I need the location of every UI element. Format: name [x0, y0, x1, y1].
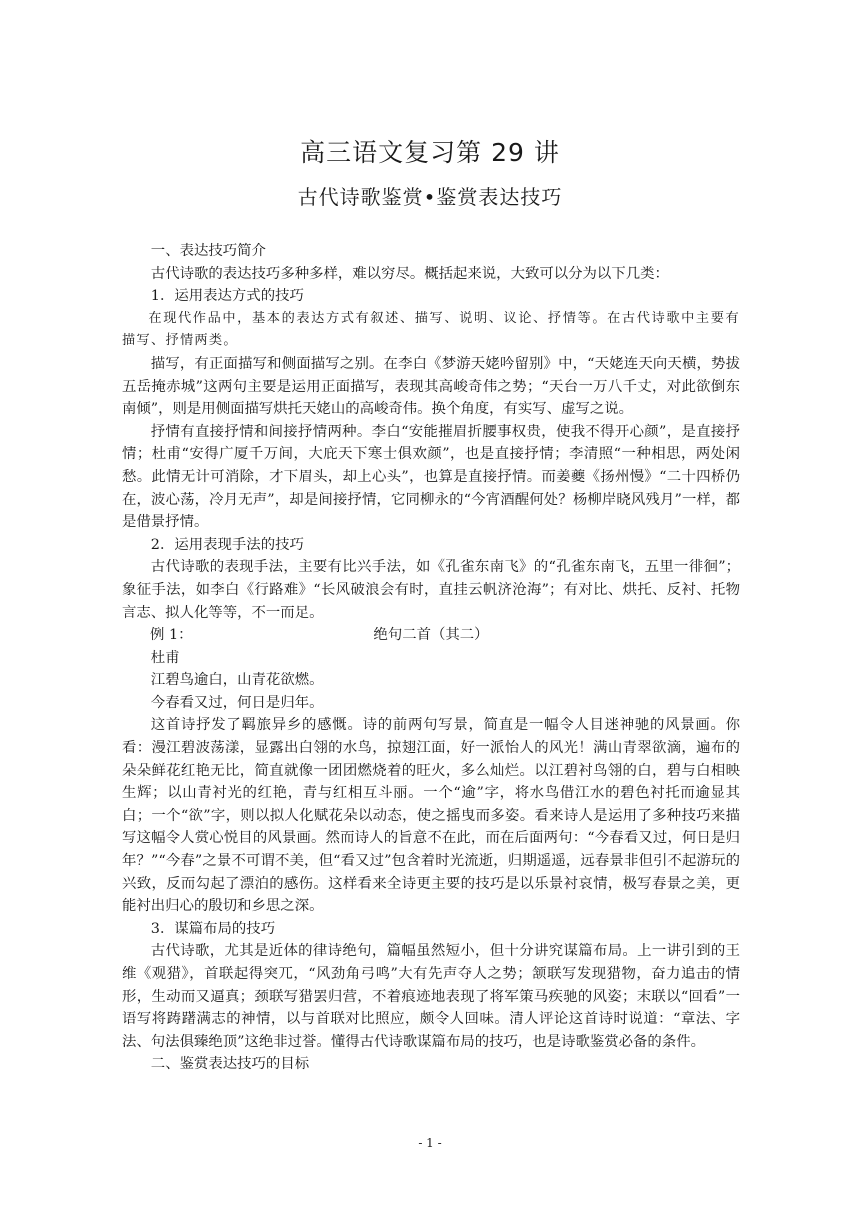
section-heading-2: 二、鉴赏表达技巧的目标 — [150, 1056, 310, 1073]
paragraph-intro: 古代诗歌的表达技巧多种多样，难以穷尽。概括起来说，大致可以分为以下几类： — [150, 265, 669, 282]
paragraph-expression-types: 在现代作品中，基本的表达方式有叙述、描写、说明、议论、抒情等。在古代诗歌中主要有描写、抒情两类。 — [122, 310, 740, 349]
poem-author: 杜甫 — [150, 649, 180, 666]
paragraph-description: 描写，有正面描写和侧面描写之别。在李白《梦游天姥吟留别》中，“天姥连天向天横，势拔五岳掩赤城”这两句主要是运用正面描写，表现其高峻奇伟之势；“天台一万八千丈，对此欲倒东南倾”，则是用侧面描写烘托天姥山的高峻奇伟。换个角度，有实写、虚写之说。 — [122, 355, 740, 418]
poem-title: 绝句二首（其二） — [373, 627, 489, 644]
paragraph-lyricism: 抒情有直接抒情和间接抒情两种。李白“安能摧眉折腰事权贵，使我不得开心颜”，是直接抒情；杜甫“安得广厦千万间，大庇天下寒士俱欢颜”，也是直接抒情；李清照“一种相思，两处闲愁。此情无计可消除，才下眉头，却上心头”，也算是直接抒情。而姜夔《扬州慢》“二十四桥仍在，波心荡，冷月无声”，却是间接抒情，它同柳永的“今宵酒醒何处？杨柳岸晓风残月”一样，都是借景抒情。 — [122, 423, 740, 531]
paragraph-poem-analysis: 这首诗抒发了羁旅异乡的感慨。诗的前两句写景，简直是一幅令人目迷神驰的风景画。你看：漫江碧波荡漾，显露出白翎的水鸟，掠翅江面，好一派怡人的风光！满山青翠欲滴，遍布的朵朵鲜花红艳无比，简直就像一团团燃烧着的旺火，多么灿烂。以江碧衬鸟翎的白，碧与白相映生辉；以山青衬光的红艳，青与红相互斗丽。一个“逾”字，将水鸟借江水的碧色衬托而逾显其白；一个“欲”字，则以拟人化赋花朵以动态，使之摇曳而多姿。看来诗人是运用了多种技巧来描写这幅令人赏心悦目的风景画。然而诗人的旨意不在此，而在后面两句：“今春看又过，何日是归年？”“今春”之景不可谓不美，但“看又过”包含着时光流逝，归期遥遥，远春景非但引不起游玩的兴致，反而勾起了漂泊的感伤。这样看来全诗更主要的技巧是以乐景衬哀情，极写春景之美，更能衬出归心的殷切和乡思之深。 — [122, 717, 740, 915]
subheading-techniques: 2．运用表现手法的技巧 — [150, 536, 304, 553]
document-body — [122, 240, 740, 1076]
section-heading-1: 一、表达技巧简介 — [150, 243, 266, 259]
poem-line-1: 江碧鸟逾白，山青花欲燃。 — [150, 672, 324, 689]
example-header — [122, 624, 740, 647]
page-title: 高三语文复习第 29 讲 — [300, 138, 560, 167]
subheading-structure: 3．谋篇布局的技巧 — [150, 920, 276, 937]
paragraph-techniques: 古代诗歌的表现手法，主要有比兴手法，如《孔雀东南飞》的“孔雀东南飞，五里一徘徊”；象征手法，如李白《行路难》“长风破浪会有时，直挂云帆济沧海”；有对比、烘托、反衬、托物言志、拟人化等等，不一而足。 — [122, 559, 740, 621]
subheading-expression-methods: 1．运用表达方式的技巧 — [150, 288, 304, 305]
page-number: - 1 - — [418, 1136, 442, 1150]
paragraph-structure: 古代诗歌，尤其是近体的律诗绝句，篇幅虽然短小，但十分讲究谋篇布局。上一讲引到的王维《观猎》，首联起得突兀，“风劲角弓鸣”大有先声夺人之势；颔联写发现猎物，奋力追击的情形，生动而又逼真；颈联写猎罢归营，不着痕迹地表现了将军策马疾驰的风姿；末联以“回看”一语写将踌躇满志的神情，以与首联对比照应，颇令人回味。清人评论这首诗时说道：“章法、字法、句法俱臻绝顶”这绝非过誉。懂得古代诗歌谋篇布局的技巧，也是诗歌鉴赏必备的条件。 — [122, 943, 740, 1050]
page-subtitle: 古代诗歌鉴赏•鉴赏表达技巧 — [297, 185, 563, 209]
poem-line-2: 今春看又过，何日是归年。 — [150, 694, 324, 711]
example-label: 例 1： — [150, 627, 193, 644]
